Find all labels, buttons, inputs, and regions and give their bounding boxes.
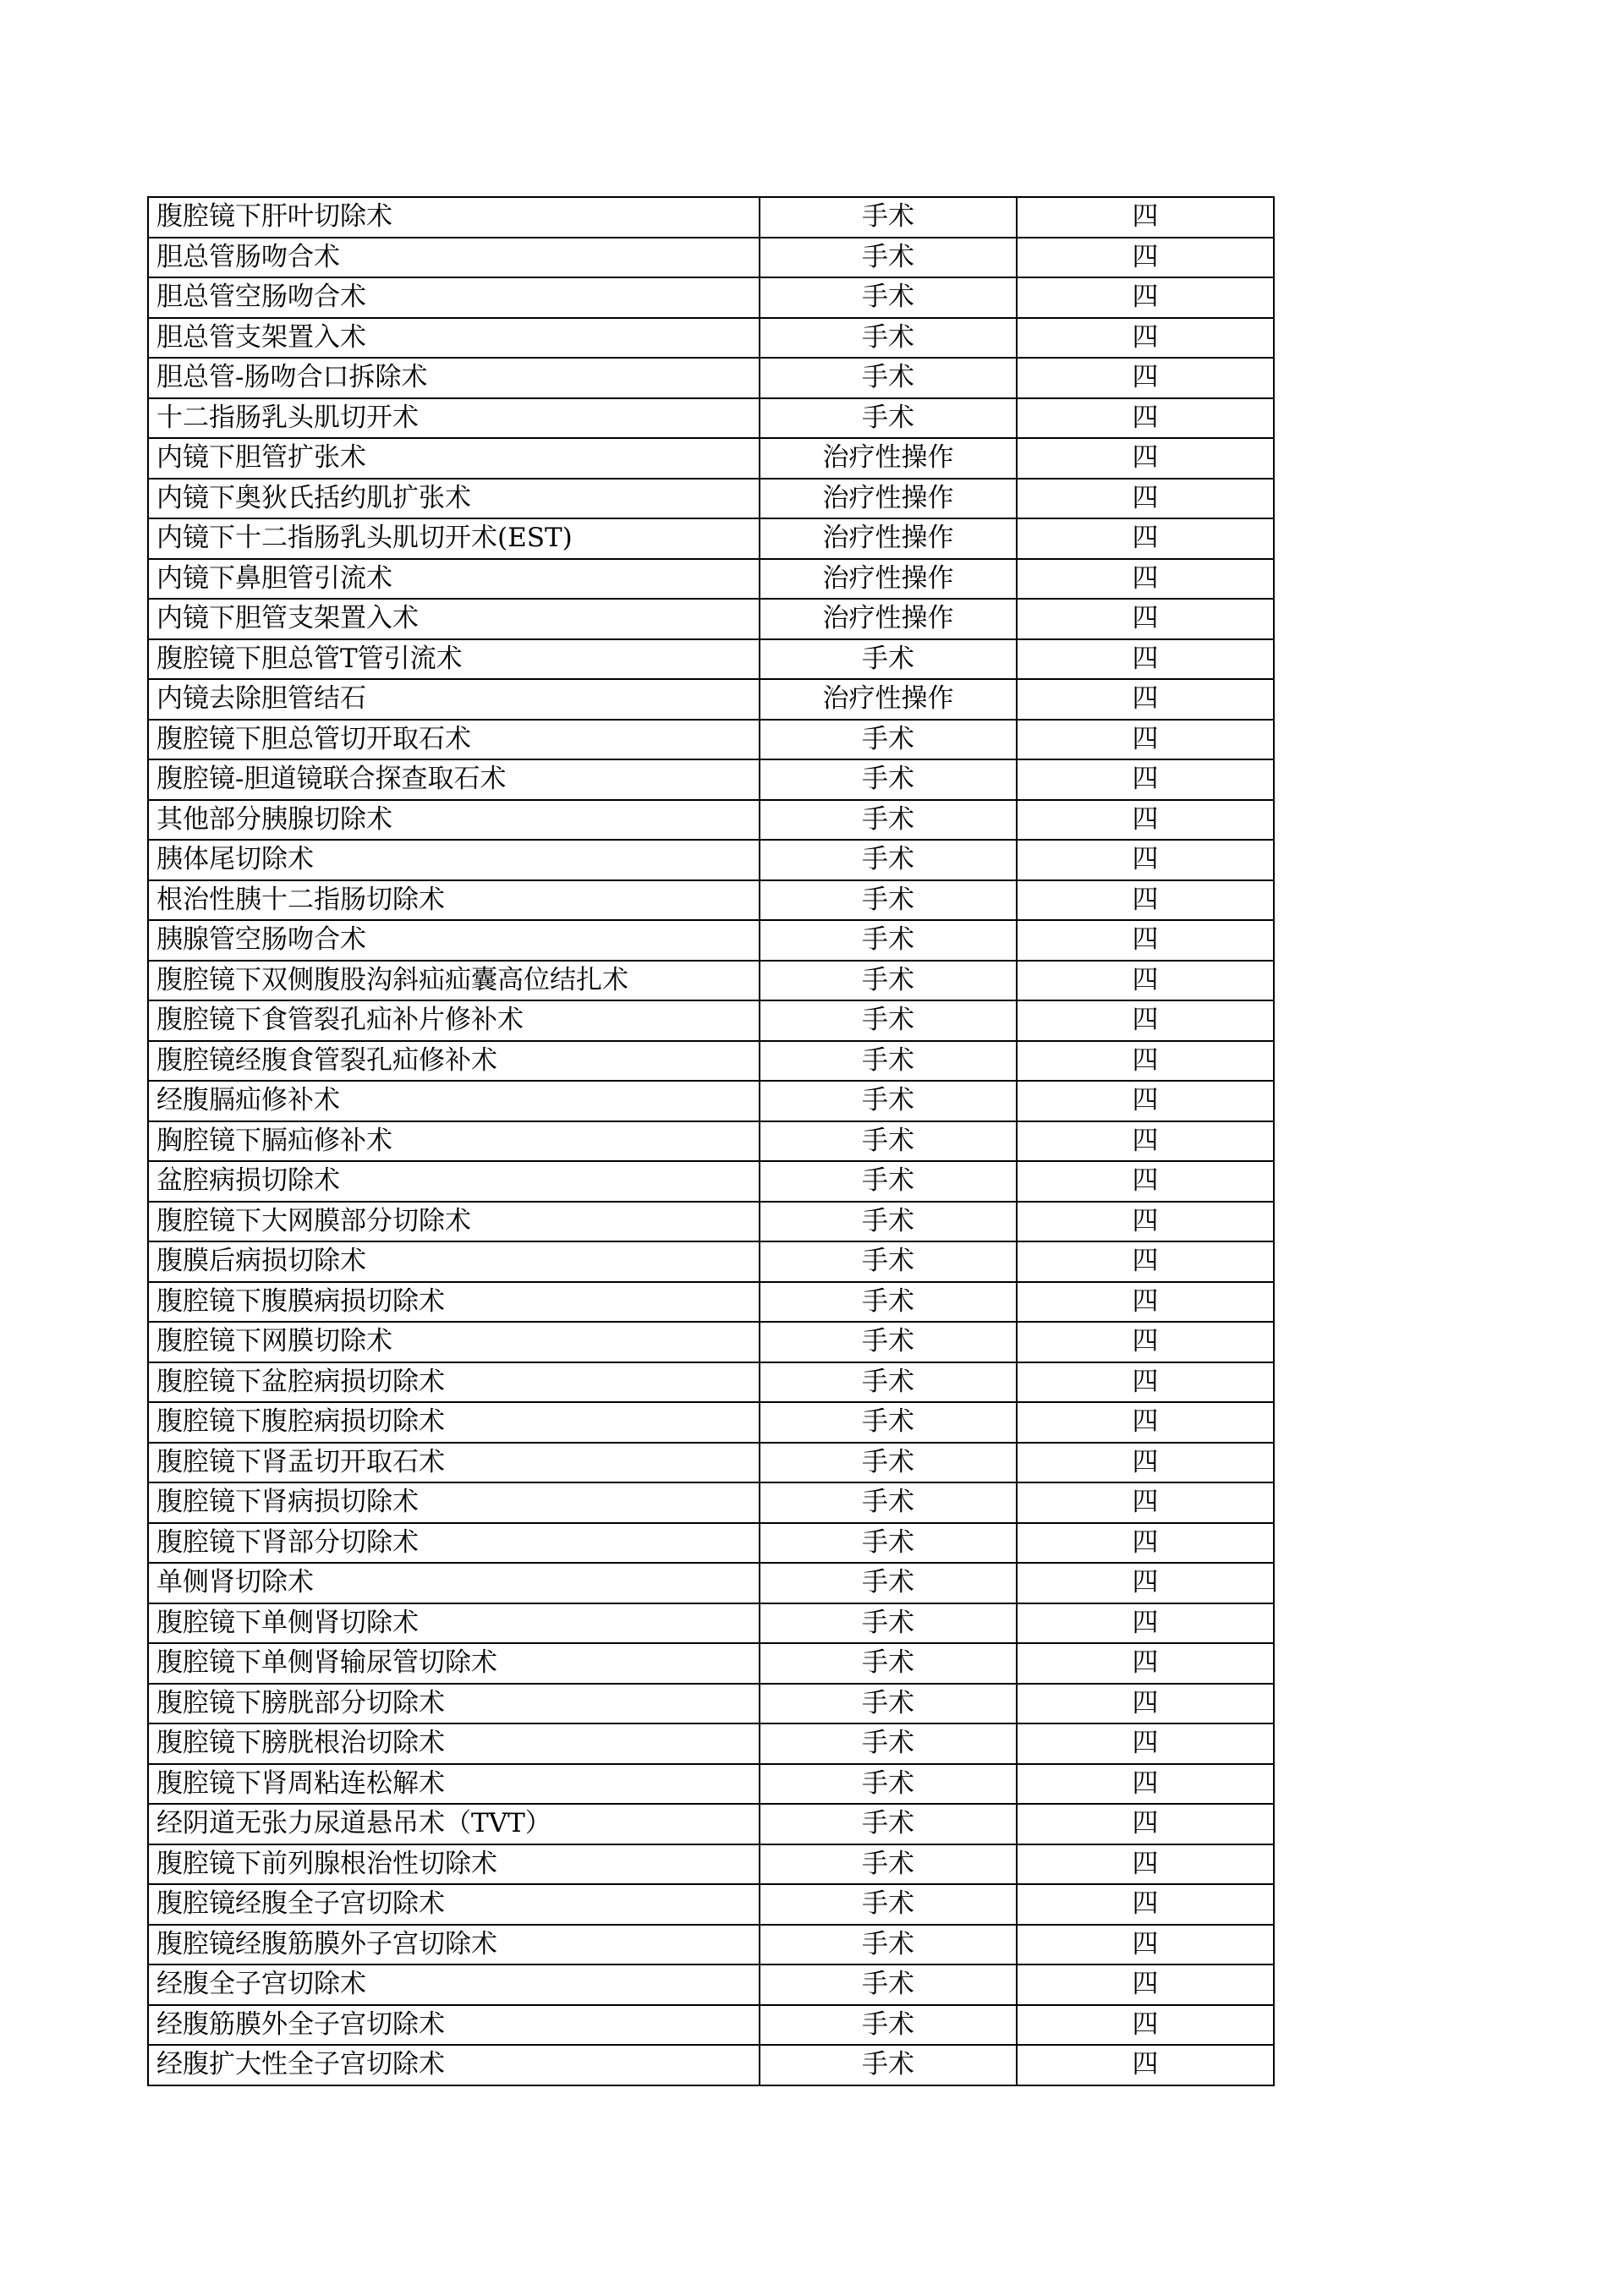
procedure-category-cell: 手术 — [760, 1523, 1017, 1564]
procedure-name-cell: 腹腔镜下腹腔病损切除术 — [148, 1402, 760, 1443]
procedure-name-cell: 胰腺管空肠吻合术 — [148, 920, 760, 961]
procedure-category-cell: 手术 — [760, 398, 1017, 439]
procedure-category-cell: 手术 — [760, 1282, 1017, 1323]
procedure-level-cell: 四 — [1017, 438, 1274, 479]
procedure-level-cell: 四 — [1017, 358, 1274, 398]
procedure-level-cell: 四 — [1017, 1121, 1274, 1162]
procedure-level-cell: 四 — [1017, 1322, 1274, 1362]
procedure-name-cell: 腹腔镜下肝叶切除术 — [148, 197, 760, 238]
table-row — [148, 961, 1274, 1001]
procedure-level-cell: 四 — [1017, 1804, 1274, 1844]
procedure-name-cell: 腹腔镜下肾部分切除术 — [148, 1523, 760, 1564]
table-row — [148, 639, 1274, 680]
procedure-name-cell: 单侧肾切除术 — [148, 1563, 760, 1603]
table-row — [148, 720, 1274, 760]
procedure-category-cell: 手术 — [760, 880, 1017, 921]
procedure-name-cell: 腹腔镜下单侧肾输尿管切除术 — [148, 1643, 760, 1684]
table-row — [148, 1202, 1274, 1242]
procedure-level-cell: 四 — [1017, 1563, 1274, 1603]
procedure-level-cell: 四 — [1017, 2005, 1274, 2046]
procedure-level-cell: 四 — [1017, 679, 1274, 720]
procedure-name-cell: 腹腔镜经腹筋膜外子宫切除术 — [148, 1925, 760, 1965]
procedure-level-cell: 四 — [1017, 1000, 1274, 1041]
procedure-name-cell: 腹腔镜下膀胱根治切除术 — [148, 1723, 760, 1764]
table-row — [148, 840, 1274, 880]
procedure-category-cell: 手术 — [760, 1563, 1017, 1603]
procedure-name-cell: 腹腔镜-胆道镜联合探查取石术 — [148, 759, 760, 800]
table-row — [148, 518, 1274, 559]
procedure-name-cell: 盆腔病损切除术 — [148, 1161, 760, 1202]
procedure-name-cell: 内镜下胆管支架置入术 — [148, 599, 760, 639]
procedure-level-cell: 四 — [1017, 197, 1274, 238]
table-row — [148, 1121, 1274, 1162]
procedure-level-cell: 四 — [1017, 1041, 1274, 1082]
procedure-category-cell: 手术 — [760, 1121, 1017, 1162]
procedure-category-cell: 手术 — [760, 2005, 1017, 2046]
table-row — [148, 1241, 1274, 1282]
procedure-category-cell: 手术 — [760, 800, 1017, 841]
table-row — [148, 1925, 1274, 1965]
procedure-category-cell: 手术 — [760, 277, 1017, 318]
procedure-level-cell: 四 — [1017, 1844, 1274, 1885]
table-row — [148, 1884, 1274, 1925]
procedure-name-cell: 腹腔镜下单侧肾切除术 — [148, 1603, 760, 1644]
procedure-level-cell: 四 — [1017, 518, 1274, 559]
procedure-level-cell: 四 — [1017, 639, 1274, 680]
procedure-level-cell: 四 — [1017, 318, 1274, 359]
table-row — [148, 238, 1274, 278]
procedure-category-cell: 手术 — [760, 238, 1017, 278]
procedure-level-cell: 四 — [1017, 1282, 1274, 1323]
procedure-name-cell: 胰体尾切除术 — [148, 840, 760, 880]
procedure-name-cell: 腹膜后病损切除术 — [148, 1241, 760, 1282]
procedure-category-cell: 手术 — [760, 840, 1017, 880]
procedure-name-cell: 胆总管支架置入术 — [148, 318, 760, 359]
procedure-name-cell: 腹腔镜下前列腺根治性切除术 — [148, 1844, 760, 1885]
procedure-level-cell: 四 — [1017, 1202, 1274, 1242]
procedure-name-cell: 腹腔镜下胆总管切开取石术 — [148, 720, 760, 760]
procedure-category-cell: 手术 — [760, 1684, 1017, 1724]
procedure-level-cell: 四 — [1017, 961, 1274, 1001]
procedure-category-cell: 手术 — [760, 1643, 1017, 1684]
procedure-category-cell: 手术 — [760, 961, 1017, 1001]
procedure-level-cell: 四 — [1017, 2045, 1274, 2085]
procedure-category-cell: 手术 — [760, 1804, 1017, 1844]
procedure-category-cell: 手术 — [760, 1402, 1017, 1443]
procedure-name-cell: 其他部分胰腺切除术 — [148, 800, 760, 841]
procedure-level-cell: 四 — [1017, 1523, 1274, 1564]
procedure-level-cell: 四 — [1017, 1964, 1274, 2005]
procedure-name-cell: 内镜下胆管扩张术 — [148, 438, 760, 479]
procedure-category-cell: 手术 — [760, 759, 1017, 800]
procedure-category-cell: 手术 — [760, 1764, 1017, 1805]
procedure-level-cell: 四 — [1017, 479, 1274, 519]
procedure-category-cell: 手术 — [760, 358, 1017, 398]
procedure-category-cell: 手术 — [760, 1844, 1017, 1885]
procedure-level-cell: 四 — [1017, 920, 1274, 961]
procedure-category-cell: 手术 — [760, 1925, 1017, 1965]
procedure-level-cell: 四 — [1017, 1603, 1274, 1644]
procedure-name-cell: 腹腔镜下网膜切除术 — [148, 1322, 760, 1362]
procedure-name-cell: 胆总管空肠吻合术 — [148, 277, 760, 318]
table-row — [148, 1804, 1274, 1844]
procedure-name-cell: 腹腔镜下肾病损切除术 — [148, 1482, 760, 1523]
procedure-level-cell: 四 — [1017, 599, 1274, 639]
table-row — [148, 559, 1274, 600]
procedure-name-cell: 十二指肠乳头肌切开术 — [148, 398, 760, 439]
procedure-level-cell: 四 — [1017, 1884, 1274, 1925]
procedure-name-cell: 腹腔镜下肾周粘连松解术 — [148, 1764, 760, 1805]
procedure-name-cell: 经腹全子宫切除术 — [148, 1964, 760, 2005]
procedure-name-cell: 根治性胰十二指肠切除术 — [148, 880, 760, 921]
procedure-name-cell: 内镜下鼻胆管引流术 — [148, 559, 760, 600]
procedure-name-cell: 腹腔镜下胆总管T管引流术 — [148, 639, 760, 680]
procedure-name-cell: 内镜下奥狄氏括约肌扩张术 — [148, 479, 760, 519]
table-row — [148, 1964, 1274, 2005]
procedure-category-cell: 手术 — [760, 1443, 1017, 1483]
table-row — [148, 2005, 1274, 2046]
procedure-category-cell: 手术 — [760, 318, 1017, 359]
procedure-category-cell: 手术 — [760, 1362, 1017, 1403]
procedure-name-cell: 经腹膈疝修补术 — [148, 1081, 760, 1121]
table-row — [148, 759, 1274, 800]
table-row — [148, 2045, 1274, 2085]
procedure-level-cell: 四 — [1017, 1764, 1274, 1805]
table-row — [148, 1684, 1274, 1724]
procedure-category-cell: 手术 — [760, 1241, 1017, 1282]
procedure-category-cell: 手术 — [760, 720, 1017, 760]
procedure-level-cell: 四 — [1017, 238, 1274, 278]
procedure-category-cell: 手术 — [760, 1041, 1017, 1082]
procedure-level-cell: 四 — [1017, 800, 1274, 841]
table-row — [148, 1322, 1274, 1362]
procedure-level-cell: 四 — [1017, 277, 1274, 318]
procedure-name-cell: 腹腔镜下膀胱部分切除术 — [148, 1684, 760, 1724]
procedure-name-cell: 腹腔镜经腹食管裂孔疝修补术 — [148, 1041, 760, 1082]
procedure-category-cell: 手术 — [760, 1964, 1017, 2005]
procedure-name-cell: 腹腔镜经腹全子宫切除术 — [148, 1884, 760, 1925]
table-row — [148, 398, 1274, 439]
table-row — [148, 800, 1274, 841]
procedure-level-cell: 四 — [1017, 398, 1274, 439]
procedure-name-cell: 胆总管肠吻合术 — [148, 238, 760, 278]
procedure-category-cell: 手术 — [760, 197, 1017, 238]
procedure-category-cell: 手术 — [760, 1081, 1017, 1121]
procedure-table — [147, 196, 1275, 2086]
table-row — [148, 920, 1274, 961]
procedure-category-cell: 治疗性操作 — [760, 518, 1017, 559]
procedure-category-cell: 手术 — [760, 920, 1017, 961]
table-row — [148, 1000, 1274, 1041]
table-row — [148, 1643, 1274, 1684]
table-row — [148, 679, 1274, 720]
table-row — [148, 479, 1274, 519]
table-row — [148, 1161, 1274, 1202]
table-row — [148, 1723, 1274, 1764]
procedure-category-cell: 手术 — [760, 639, 1017, 680]
procedure-category-cell: 治疗性操作 — [760, 479, 1017, 519]
procedure-level-cell: 四 — [1017, 1362, 1274, 1403]
table-row — [148, 599, 1274, 639]
procedure-name-cell: 腹腔镜下食管裂孔疝补片修补术 — [148, 1000, 760, 1041]
procedure-level-cell: 四 — [1017, 1723, 1274, 1764]
procedure-category-cell: 治疗性操作 — [760, 438, 1017, 479]
table-row — [148, 1523, 1274, 1564]
procedure-level-cell: 四 — [1017, 1402, 1274, 1443]
table-row — [148, 1482, 1274, 1523]
procedure-name-cell: 腹腔镜下盆腔病损切除术 — [148, 1362, 760, 1403]
procedure-category-cell: 手术 — [760, 1000, 1017, 1041]
procedure-name-cell: 胆总管-肠吻合口拆除术 — [148, 358, 760, 398]
procedure-level-cell: 四 — [1017, 1161, 1274, 1202]
procedure-category-cell: 手术 — [760, 1322, 1017, 1362]
procedure-level-cell: 四 — [1017, 759, 1274, 800]
procedure-category-cell: 手术 — [760, 1603, 1017, 1644]
table-row — [148, 1443, 1274, 1483]
procedure-level-cell: 四 — [1017, 1482, 1274, 1523]
procedure-name-cell: 内镜下十二指肠乳头肌切开术(EST) — [148, 518, 760, 559]
procedure-category-cell: 手术 — [760, 1723, 1017, 1764]
table-row — [148, 1764, 1274, 1805]
procedure-name-cell: 经腹筋膜外全子宫切除术 — [148, 2005, 760, 2046]
table-row — [148, 1603, 1274, 1644]
procedure-name-cell: 经阴道无张力尿道悬吊术（TVT） — [148, 1804, 760, 1844]
procedure-name-cell: 胸腔镜下膈疝修补术 — [148, 1121, 760, 1162]
procedure-name-cell: 腹腔镜下双侧腹股沟斜疝疝囊高位结扎术 — [148, 961, 760, 1001]
procedure-category-cell: 手术 — [760, 1161, 1017, 1202]
procedure-name-cell: 内镜去除胆管结石 — [148, 679, 760, 720]
procedure-level-cell: 四 — [1017, 1925, 1274, 1965]
procedure-category-cell: 手术 — [760, 1482, 1017, 1523]
table-row — [148, 1041, 1274, 1082]
procedure-name-cell: 经腹扩大性全子宫切除术 — [148, 2045, 760, 2085]
table-row — [148, 438, 1274, 479]
procedure-name-cell: 腹腔镜下大网膜部分切除术 — [148, 1202, 760, 1242]
table-row — [148, 318, 1274, 359]
procedure-category-cell: 手术 — [760, 2045, 1017, 2085]
procedure-name-cell: 腹腔镜下腹膜病损切除术 — [148, 1282, 760, 1323]
procedure-level-cell: 四 — [1017, 1241, 1274, 1282]
procedure-level-cell: 四 — [1017, 840, 1274, 880]
table-row — [148, 358, 1274, 398]
procedure-level-cell: 四 — [1017, 1081, 1274, 1121]
procedure-level-cell: 四 — [1017, 880, 1274, 921]
table-row — [148, 1844, 1274, 1885]
procedure-category-cell: 治疗性操作 — [760, 599, 1017, 639]
table-row — [148, 880, 1274, 921]
procedure-level-cell: 四 — [1017, 720, 1274, 760]
table-row — [148, 1282, 1274, 1323]
procedure-category-cell: 治疗性操作 — [760, 559, 1017, 600]
procedure-level-cell: 四 — [1017, 1684, 1274, 1724]
procedure-category-cell: 手术 — [760, 1884, 1017, 1925]
procedure-level-cell: 四 — [1017, 1443, 1274, 1483]
procedure-table-body — [148, 197, 1274, 2085]
procedure-level-cell: 四 — [1017, 1643, 1274, 1684]
table-row — [148, 1402, 1274, 1443]
table-row — [148, 1081, 1274, 1121]
procedure-name-cell: 腹腔镜下肾盂切开取石术 — [148, 1443, 760, 1483]
table-row — [148, 1563, 1274, 1603]
table-row — [148, 277, 1274, 318]
table-row — [148, 1362, 1274, 1403]
table-row — [148, 197, 1274, 238]
procedure-category-cell: 治疗性操作 — [760, 679, 1017, 720]
procedure-level-cell: 四 — [1017, 559, 1274, 600]
procedure-category-cell: 手术 — [760, 1202, 1017, 1242]
